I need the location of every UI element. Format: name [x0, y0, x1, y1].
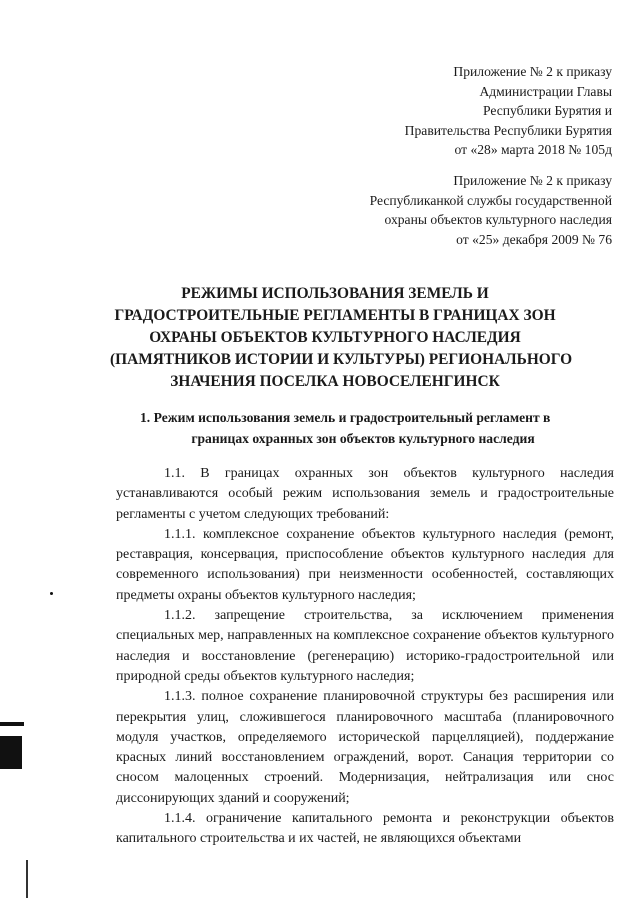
document-title — [110, 283, 573, 393]
scan-artifact-block — [0, 736, 22, 769]
document-body — [116, 464, 614, 850]
section-heading-line: границах охранных зон объектов культурного наследия — [191, 431, 535, 446]
paragraph-1-1-1: 1.1.1. комплексное сохранение объектов культурного наследия (ремонт, реставрация, консервация, приспособление объектов культурного наследия для современного использования) при неизменности особенностей, составляющих предметы охраны объектов культурного наследия; — [116, 526, 614, 603]
scan-artifact-bar — [0, 722, 24, 726]
appendix-original-reference — [370, 171, 612, 249]
paragraph-1-1-2: 1.1.2. запрещение строительства, за исключением применения специальных мер, направленных на комплексное сохранение объектов культурного наследия и восстановление (регенерацию) историко-градостроительной или природной среды объектов культурного наследия; — [116, 608, 614, 684]
title-line: ГРАДОСТРОИТЕЛЬНЫЕ РЕГЛАМЕНТЫ В ГРАНИЦАХ ЗОН — [114, 307, 556, 324]
paragraph-1-1-4: 1.1.4. ограничение капитального ремонта и реконструкции объектов капитального строительства и их частей, не являющихся объектами — [116, 811, 614, 847]
appendix-line: от «25» декабря 2009 № 76 — [456, 231, 612, 247]
appendix-line: Республиканкой службы государственной — [369, 192, 612, 208]
appendix-line: охраны объектов культурного наследия — [384, 212, 612, 228]
section-1-heading — [118, 407, 618, 449]
appendix-line: от «28» марта 2018 № 105д — [454, 142, 612, 158]
paragraph-1-1-3: 1.1.3. полное сохранение планировочной структуры без расширения или перекрытия улиц, сложившегося планировочного масштаба (планировочного модуля участков, определяемого исторической парцелляцией), поддержание красных линий восстановлением ограждений, ворот. Санация территории со сносом малоценных строений. Модернизация, нейтрализация или снос диссонирующих зданий и сооружений; — [116, 689, 614, 806]
title-line: ЗНАЧЕНИЯ ПОСЕЛКА НОВОСЕЛЕНГИНСК — [170, 373, 500, 390]
appendix-current-reference — [405, 62, 612, 160]
appendix-line: Приложение № 2 к приказу — [453, 173, 612, 188]
appendix-line: Республики Бурятия и — [482, 103, 612, 119]
appendix-line: Администрации Главы — [479, 83, 612, 99]
paragraph-1-1: 1.1. В границах охранных зон объектов культурного наследия устанавливаются особый режим использования земель и градостроительные регламенты с учетом следующих требований: — [116, 466, 614, 522]
appendix-line: Правительства Республики Бурятия — [404, 122, 612, 138]
title-line: (ПАМЯТНИКОВ ИСТОРИИ И КУЛЬТУРЫ) РЕГИОНАЛЬНОГО — [110, 351, 573, 368]
scan-artifact-line — [26, 860, 28, 898]
section-heading-line: 1. Режим использования земель и градостроительный регламент в — [140, 410, 551, 425]
title-line: РЕЖИМЫ ИСПОЛЬЗОВАНИЯ ЗЕМЕЛЬ И — [181, 285, 489, 302]
appendix-line: Приложение № 2 к приказу — [453, 64, 612, 79]
scan-artifact-dot — [50, 592, 53, 595]
title-line: ОХРАНЫ ОБЪЕКТОВ КУЛЬТУРНОГО НАСЛЕДИЯ — [149, 329, 521, 346]
